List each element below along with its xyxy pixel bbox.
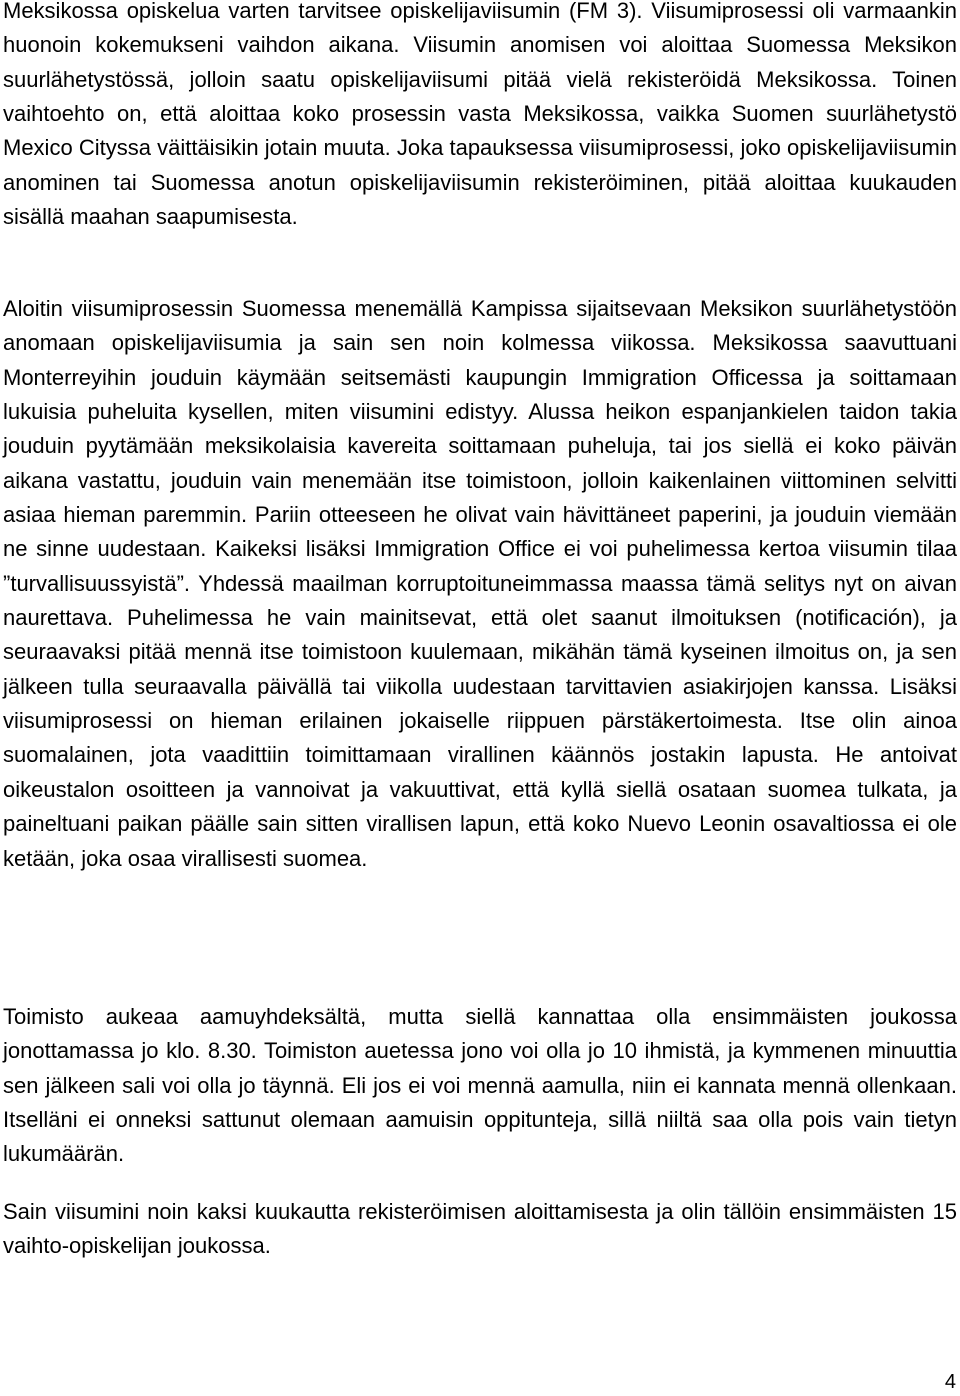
page-number: 4 (944, 1371, 956, 1393)
paragraph-office-hours: Toimisto aukeaa aamuyhdeksältä, mutta siellä kannattaa olla ensimmäisten joukossa jonottamassa jo klo. 8.30. Toimiston auetessa jono voi olla jo 10 ihmistä, ja kymmenen minuuttia sen jälkeen sali voi olla jo täynnä. Eli jos ei voi mennä aamulla, niin ei kannata mennä ollenkaan. Itselläni ei onneksi sattunut olemaan aamuisin oppitunteja, sillä niiltä saa olla pois vain tietyn lukumäärän. (3, 1004, 957, 1167)
paragraph-visa-requirements: Meksikossa opiskelua varten tarvitsee opiskelijaviisumin (FM 3). Viisumiprosessi oli varmaankin huonoin kokemukseni vaihdon aikana. Viisumin anomisen voi aloittaa Suomessa Meksikon suurlähetystössä, jolloin saatu opiskelijaviisumi pitää vielä rekisteröidä Meksikossa. Toinen vaihtoehto on, että aloittaa koko prosessin vasta Meksikossa, vaikka Suomen suurlähetystö Mexico Cityssa väittäisikin jotain muuta. Joka tapauksessa viisumiprosessi, joko opiskelijaviisumin anominen tai Suomessa anotun opiskelijaviisumin rekisteröiminen, pitää aloittaa kuukauden sisällä maahan saapumisesta. (3, 0, 957, 230)
paragraph-visa-received: Sain viisumini noin kaksi kuukautta rekisteröimisen aloittamisesta ja olin tällöin ensimmäisten 15 vaihto-opiskelijan joukossa. (3, 1199, 957, 1259)
paragraph-visa-process-experience: Aloitin viisumiprosessin Suomessa menemällä Kampissa sijaitsevaan Meksikon suurlähetystöön anomaan opiskelijaviisumia ja sain sen noin kolmessa viikossa. Meksikossa saavuttuani Monterreyihin jouduin käymään seitsemästi kaupungin Immigration Officessa ja soittamaan lukuisia puheluita kysellen, miten viisumini edistyy. Alussa heikon espanjankielen taidon takia jouduin pyytämään meksikolaisia kavereita soittamaan puheluja, tai jos siellä ei koko päivän aikana vastattu, jouduin vain menemään itse toimistoon, jolloin kaikenlainen viittominen selvitti asiaa hieman paremmin. Pariin otteeseen he olivat vain hävittäneet paperini, ja jouduin viemään ne sinne uudestaan. Kaikeksi lisäksi Immigration Office ei voi puhelimessa kertoa viisumin tilaa ”turvallisuussyistä”. Yhdessä maailman korruptoituneimmassa maassa tämä selitys nyt on aivan naurettava. Puhelimessa he vain mainitsevat, että olet saanut ilmoituksen (notificación), ja seuraavaksi pitää mennä itse toimistoon kuulemaan, mikähän tämä kyseinen ilmoitus on, ja sen jälkeen tulla seuraavalla päivällä tai viikolla uudestaan tarvittavien asiakirjojen kanssa. Lisäksi viisumiprosessi on hieman erilainen jokaiselle riippuen pärstäkertoimesta. Itse olin ainoa suomalainen, jota vaadittiin toimittamaan virallinen käännös jostakin lapusta. He antoivat oikeustalon osoitteen ja vannoivat ja vakuuttivat, että kyllä siellä osataan suomea tulkata, ja paineltuani paikan päälle sain sitten virallisen lapun, että koko Nuevo Leonin osavaltiossa ei ole ketään, joka osaa virallisesti suomea. (3, 296, 957, 871)
